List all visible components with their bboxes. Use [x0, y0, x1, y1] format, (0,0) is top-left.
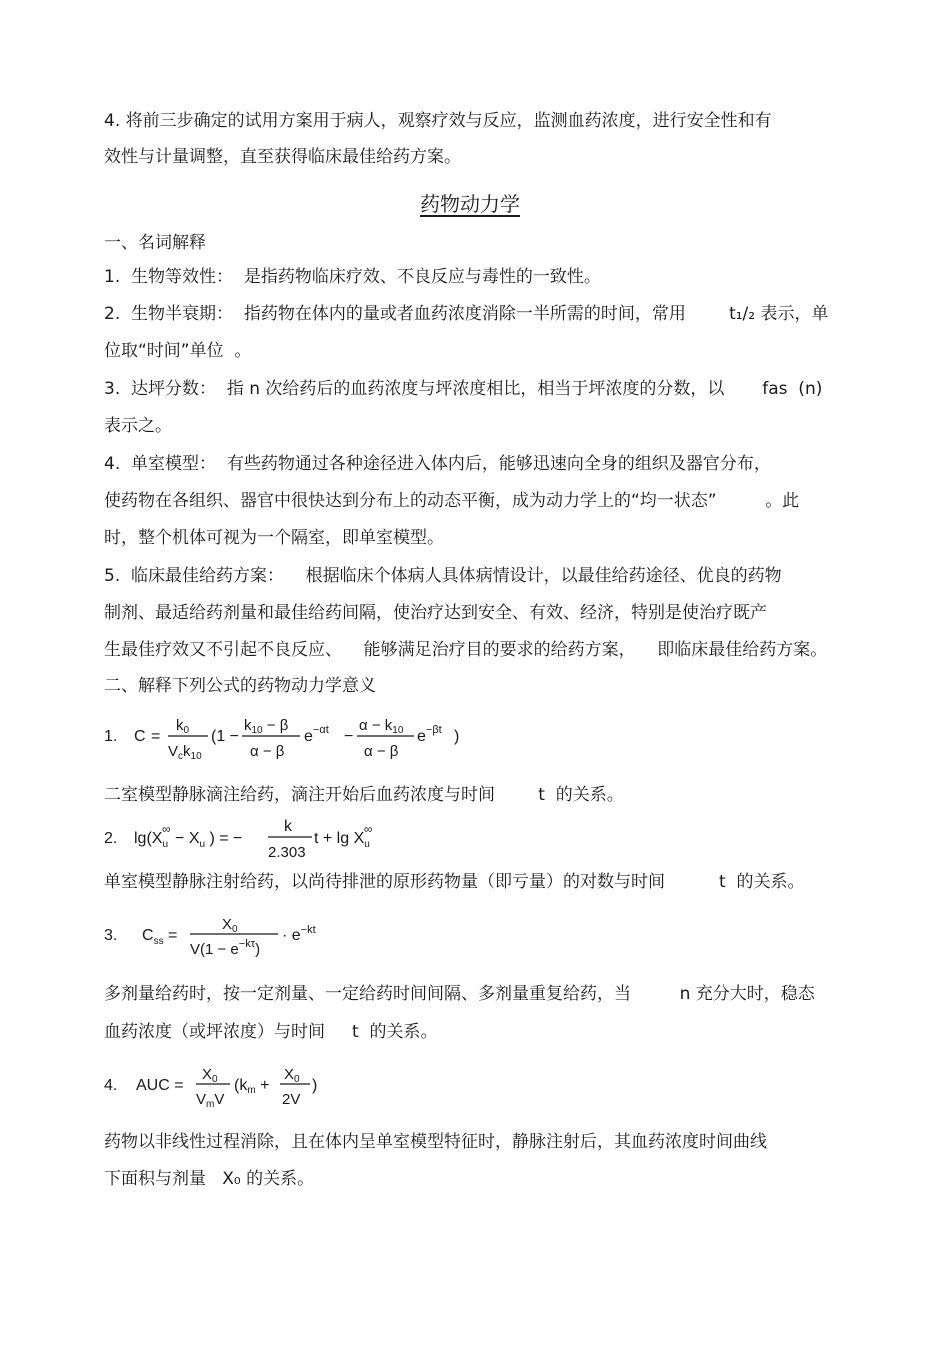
formula-4-explanation-1: 药物以非线性过程消除，且在体内呈单室模型特征时，静脉注射后，其血药浓度时间曲线: [104, 1132, 767, 1152]
section1-heading: 一、名词解释: [104, 233, 206, 253]
svg-text:X0: $X_0$: [222, 916, 238, 935]
intro-line-2: 效性与计量调整，直至获得临床最佳给药方案。: [104, 147, 461, 167]
svg-text:2.: 2.: [104, 830, 118, 847]
svg-text:1.: 1.: [104, 728, 118, 745]
svg-text:Css =: $C_{ss}$ =: [142, 927, 178, 947]
term-2-line-1: 2. 生物半衰期： 指药物在体内的量或者血药浓度消除一半所需的时间，常用 t₁/₂ 表示，单: [104, 304, 829, 324]
formula-2-explanation: 单室模型静脉注射给药，以尚待排泄的原形药物量（即亏量）的对数与时间 t 的关系。: [104, 872, 805, 892]
formula-1-explanation: 二室模型静脉滴注给药，滴注开始后血药浓度与时间 t 的关系。: [104, 785, 624, 805]
formula-4: [104, 1060, 524, 1112]
svg-text:(km +: (km +: [234, 1077, 270, 1096]
svg-text:4.: 4.: [104, 1077, 118, 1094]
svg-text:k10 − β: $k_{10} - \beta$: [244, 717, 289, 736]
formula-3-explanation-1: 多剂量给药时，按一定剂量、一定给药时间间隔、多剂量重复给药，当 n 充分大时，稳态: [104, 984, 815, 1004]
svg-text:X0: $X_0$: [284, 1066, 300, 1085]
svg-text:(1 −: (1 −: [211, 728, 240, 745]
intro-line-1: 4. 将前三步确定的试用方案用于病人，观察疗效与反应，监测血药浓度，进行安全性和有: [104, 111, 772, 131]
term-4-line-1: 4. 单室模型： 有些药物通过各种途径进入体内后，能够迅速向全身的组织及器官分布，: [104, 454, 771, 474]
page-title: 药物动力学: [420, 192, 520, 216]
term-5-line-3: 生最佳疗效又不引起不良反应、 能够满足治疗目的要求的给药方案， 即临床最佳给药方案。: [104, 640, 828, 660]
svg-text:e−βt: $e^{-\beta t}$: [417, 724, 442, 745]
svg-text:k0: $k_0$: [176, 717, 190, 736]
svg-text:lg(Xu∞ − Xu ) = −: $\lg(X_u\infty - X_u$ ) = −: [134, 822, 243, 850]
formula-1: [104, 708, 524, 766]
svg-text:): ): [312, 1077, 318, 1094]
svg-text:VmV: $V_mV$: [196, 1091, 225, 1110]
term-1-line: 1. 生物等效性： 是指药物临床疗效、不良反应与毒性的一致性。: [104, 267, 601, 287]
formula-3: [104, 912, 524, 962]
svg-text:X0: $X_0$: [202, 1066, 218, 1085]
svg-text:α − β: α − β: [364, 743, 399, 760]
svg-text:C: C: [134, 728, 146, 745]
section2-heading: 二、解释下列公式的药物动力学意义: [104, 676, 376, 696]
svg-text:2V: 2V: [282, 1091, 301, 1108]
term-3-line-1: 3. 达坪分数： 指 n 次给药后的血药浓度与坪浓度相比，相当于坪浓度的分数，以 fas (n): [104, 379, 823, 399]
svg-text:V(1 − e−kτ): $V(1 - e^{-k\tau})$: [190, 938, 261, 958]
svg-text:3.: 3.: [104, 927, 118, 944]
formula-2: [104, 815, 524, 865]
svg-text:α − k10: $\alpha - k_{10}$: [359, 717, 404, 736]
svg-text:k: k: [284, 818, 292, 835]
svg-text:t + lg Xu∞: $t + \lg X_u\infty$: [314, 822, 373, 850]
svg-text:e−αt: $e^{-\alpha t}$: [304, 724, 329, 745]
svg-text:2.303: 2.303: [268, 844, 306, 861]
term-3-line-2: 表示之。: [104, 416, 172, 436]
svg-text:Vck10: $V_ck_{10}$: [168, 743, 202, 762]
svg-text:α − β: α − β: [250, 743, 285, 760]
term-4-line-2: 使药物在各组织、器官中很快达到分布上的动态平衡，成为动力学上的“均一状态” 。此: [104, 491, 800, 511]
term-5-line-2: 制剂、最适给药剂量和最佳给药间隔，使治疗达到安全、有效、经济，特别是使治疗既产: [104, 603, 767, 623]
svg-text:=: =: [151, 728, 161, 745]
svg-text:): ): [454, 728, 460, 745]
term-2-line-2: 位取“时间”单位 。: [104, 341, 252, 361]
svg-text:−: −: [344, 728, 354, 745]
svg-text:· e−kt: · $e^{-kt}$: [282, 924, 316, 944]
term-5-line-1: 5. 临床最佳给药方案： 根据临床个体病人具体病情设计，以最佳给药途径、优良的药物: [104, 566, 782, 586]
term-4-line-3: 时，整个机体可视为一个隔室，即单室模型。: [104, 528, 444, 548]
formula-4-explanation-2: 下面积与剂量 X₀ 的关系。: [104, 1169, 315, 1189]
svg-text:AUC =: AUC =: [136, 1077, 184, 1094]
formula-3-explanation-2: 血药浓度（或坪浓度）与时间 t 的关系。: [104, 1022, 438, 1042]
